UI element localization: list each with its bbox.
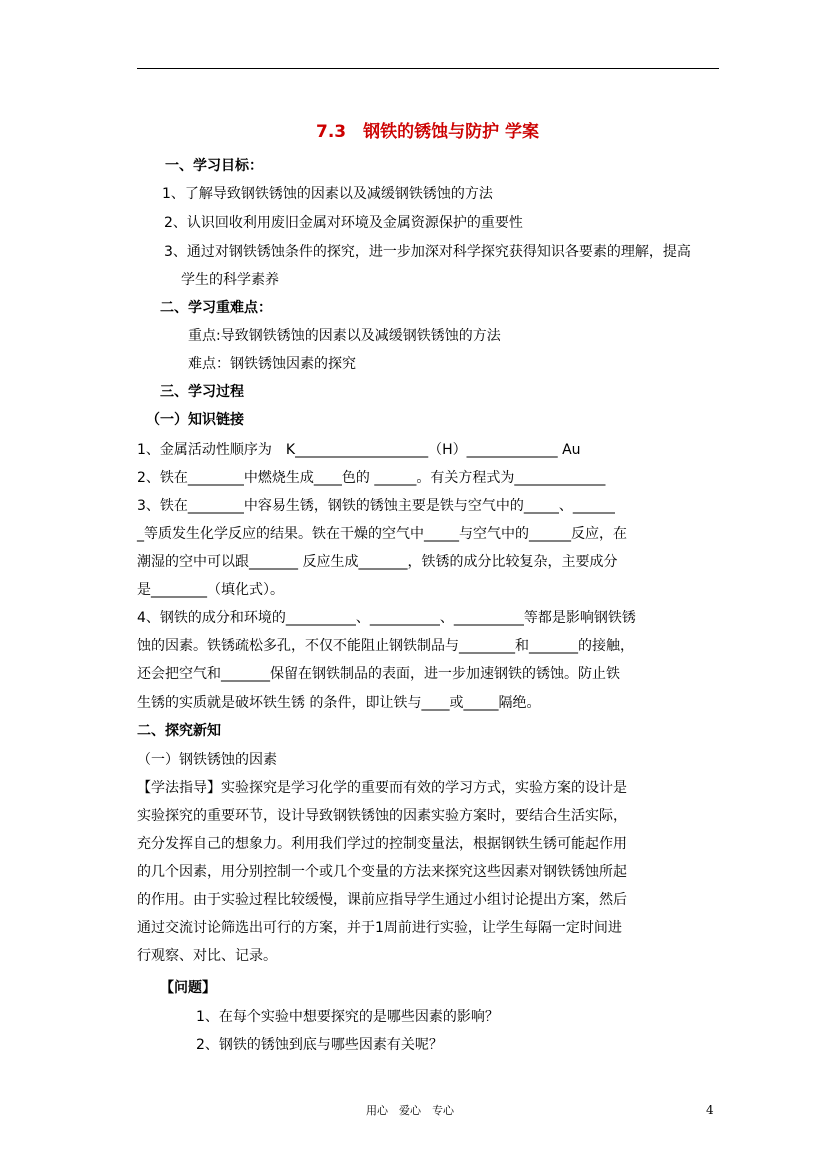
text-line: 是________（填化式）。 <box>137 582 284 598</box>
page-number: 4 <box>706 1103 714 1117</box>
text-line: 生锈的实质就是破坏铁生锈 的条件，即让铁与____或_____隔绝。 <box>137 695 541 711</box>
text-line: 重点:导致钢铁锈蚀的因素以及减缓钢铁锈蚀的方法 <box>188 328 501 344</box>
text-line: 1、在每个实验中想要探究的是哪些因素的影响？ <box>196 1009 499 1025</box>
text-line: 行观察、对比、记录。 <box>137 948 277 964</box>
text-line: 3、铁在________中容易生锈，钢铁的锈蚀主要是铁与空气中的_____、______ <box>137 498 615 514</box>
text-line: 实验探究的重要环节，设计导致钢铁锈蚀的因素实验方案时，要结合生活实际， <box>137 808 627 824</box>
text-line: 充分发挥自己的想象力。利用我们学过的控制变量法，根据钢铁生锈可能起作用 <box>137 836 627 852</box>
text-line: 潮湿的空中可以跟_______ 反应生成_______，铁锈的成分比较复杂，主要成分 <box>137 554 618 570</box>
text-line: 2、铁在________中燃烧生成____色的 ______。有关方程式为_____________ <box>137 470 606 486</box>
text-line: 2、钢铁的锈蚀到底与哪些因素有关呢？ <box>196 1037 443 1053</box>
text-line: 2、认识回收利用废旧金属对环境及金属资源保护的重要性 <box>164 215 523 231</box>
text-line: （一）钢铁锈蚀的因素 <box>137 752 277 768</box>
text-line: 学生的科学素养 <box>181 272 279 288</box>
text-line: 的几个因素，用分别控制一个或几个变量的方法来探究这些因素对钢铁锈蚀所起 <box>137 864 627 880</box>
text-line: 1、了解导致钢铁锈蚀的因素以及减缓钢铁锈蚀的方法 <box>162 186 493 202</box>
section-heading: 【问题】 <box>160 980 216 996</box>
page-title: 7.3 钢铁的锈蚀与防护 学案 <box>316 122 540 142</box>
text-line: 1、金属活动性顺序为 K___________________（H）_____________ Au <box>137 442 581 458</box>
text-line: 3、通过对钢铁锈蚀条件的探究，进一步加深对科学探究获得知识各要素的理解，提高 <box>164 244 691 260</box>
text-line: 难点：钢铁锈蚀因素的探究 <box>188 356 356 372</box>
text-line: 的作用。由于实验过程比较缓慢，课前应指导学生通过小组讨论提出方案，然后 <box>137 892 627 908</box>
section-heading: 二、学习重难点： <box>160 300 272 316</box>
text-line: 通过交流讨论筛选出可行的方案，并于1周前进行实验，让学生每隔一定时间进 <box>137 920 622 936</box>
text-line: 还会把空气和_______保留在钢铁制品的表面，进一步加速钢铁的锈蚀。防止铁 <box>137 666 620 682</box>
section-heading: 二、探究新知 <box>137 723 221 739</box>
header-rule <box>137 68 719 69</box>
text-line: 4、钢铁的成分和环境的__________、__________、__________等都是影响钢铁锈 <box>137 610 636 626</box>
text-line: _等质发生化学反应的结果。铁在干燥的空气中_____与空气中的______反应，在 <box>137 526 627 542</box>
footer-text: 用心 爱心 专心 <box>366 1104 454 1117</box>
text-line: 蚀的因素。铁锈疏松多孔，不仅不能阻止钢铁制品与________和_______的接触， <box>137 638 634 654</box>
text-line: 【学法指导】实验探究是学习化学的重要而有效的学习方式，实验方案的设计是 <box>137 780 627 796</box>
section-heading: 一、学习目标： <box>165 158 263 174</box>
section-heading: 三、学习过程 <box>160 384 244 400</box>
section-heading: （一）知识链接 <box>146 412 244 428</box>
